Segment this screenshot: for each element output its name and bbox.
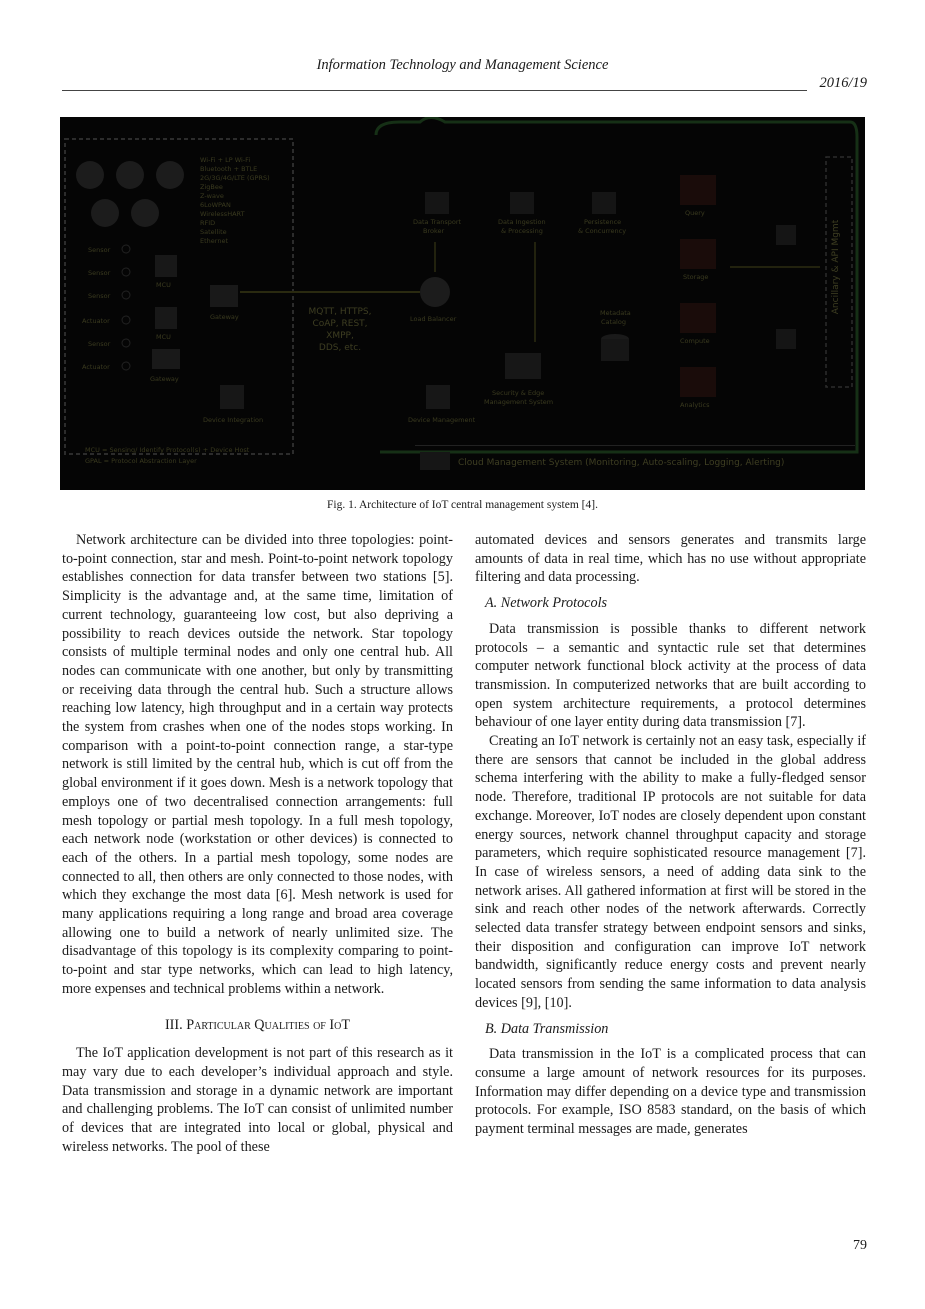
device-labels <box>82 246 111 371</box>
svg-text:RFID: RFID <box>200 219 216 227</box>
section-number: III. <box>164 1016 183 1033</box>
phone-icon <box>116 161 144 189</box>
svg-text:Broker: Broker <box>423 227 445 235</box>
paragraph-transmission: Data transmission in the IoT is a complicated process that can consume a large amount of network resources for its purposes. Information may differ depending on a device type and transmission protocols. For example, ISO 8583 standard, on the basis of which payment terminal messages are made, generates <box>475 1046 866 1138</box>
cloud-management-label: Cloud Management System (Monitoring, Auto-scaling, Logging, Alerting) <box>458 458 785 468</box>
section-heading <box>62 1016 453 1035</box>
home-icon <box>91 199 119 227</box>
svg-text:Sensor: Sensor <box>88 269 111 277</box>
gateway-icon <box>152 349 180 369</box>
svg-text:Satellite: Satellite <box>200 228 227 236</box>
car-icon <box>131 199 159 227</box>
api-consumer-icon <box>776 329 796 349</box>
compute-icon <box>680 303 716 333</box>
subsection-heading-b: B. Data Transmission <box>485 1020 609 1037</box>
svg-text:& Processing: & Processing <box>501 227 543 235</box>
svg-text:Bluetooth + BTLE: Bluetooth + BTLE <box>200 165 258 173</box>
left-column <box>62 531 453 1157</box>
header-rule <box>62 90 807 91</box>
storage-icon <box>680 239 716 269</box>
journal-title: Information Technology and Management Science <box>316 57 609 73</box>
wifi-icon <box>76 161 104 189</box>
svg-text:Device Integration: Device Integration <box>203 416 264 424</box>
query-icon <box>680 175 716 205</box>
protocol-stack <box>308 307 371 353</box>
mcu-chip-icon <box>155 255 177 277</box>
svg-text:DDS, etc.: DDS, etc. <box>318 343 362 353</box>
svg-text:Catalog: Catalog <box>601 318 626 326</box>
data-transport-icon <box>425 192 449 214</box>
persistence-icon <box>592 192 616 214</box>
paragraph-protocols-2: Creating an IoT network is certainly not an easy task, especially if there are sensors that cannot be included in the global address schema interfering with the ability to make a fully-fledged sensor node. Therefore, traditional IP protocols are not suitable for data exchange. Moreover, IoT nodes are closely dependent upon constant energy sources, network channel throughput capacity and storage parameters, which require sophisticated resource management [7]. In case of wireless sensors, a need of adding data sink to the network arises. All gathered information at first will be stored in the sink and reach other nodes of the network afterwards. Correctly selected data transfer strategy between endpoint sensors and sinks, their disposition and configuration can improve IoT network bandwidth, significantly reduce energy costs and prevent nearly located sensors from sending the same information to data analysis devices [9], [10]. <box>475 733 866 1011</box>
data-ingestion-icon <box>510 192 534 214</box>
svg-text:& Concurrency: & Concurrency <box>578 227 627 235</box>
svg-text:CoAP, REST,: CoAP, REST, <box>312 319 368 329</box>
svg-text:MCU: MCU <box>156 281 171 289</box>
svg-text:Sensor: Sensor <box>88 292 111 300</box>
svg-text:Ethernet: Ethernet <box>200 237 228 245</box>
figure-caption: Fig. 1. Architecture of IoT central management system [4]. <box>327 499 598 511</box>
metadata-catalog-body <box>601 339 629 361</box>
cloud-management-icon <box>420 452 450 470</box>
paragraph-iot-development: The IoT application development is not part of this research as it may vary due to each developer’s individual approach and style. Data transmission and storage in a dynamic network are important and challenging problems. The IoT can consist of unlimited number of devices that are integrated into local or global, physical and wireless networks. The pool of these <box>62 1045 453 1155</box>
side-column-label: Ancillary & API Mgmt <box>831 219 841 315</box>
paragraph-protocols-1: Data transmission is possible thanks to different network protocols – a semantic and syntactic rule set that determines computer network functional block activity at the process of data transmission. In computerized networks that are built according to open system architecture requirements, a protocol determines behaviour of one layer entity during data transmission [7]. <box>475 620 866 731</box>
svg-text:Metadata: Metadata <box>600 309 631 317</box>
svg-text:Security & Edge: Security & Edge <box>492 389 545 397</box>
analytics-icon <box>680 367 716 397</box>
svg-text:XMPP,: XMPP, <box>326 331 354 341</box>
svg-text:Management System: Management System <box>484 398 554 406</box>
issue-year: 2016/19 <box>819 75 867 91</box>
svg-text:2G/3G/4G/LTE (GPRS): 2G/3G/4G/LTE (GPRS) <box>200 174 270 182</box>
page-number: 79 <box>853 1238 867 1253</box>
section-title: Particular Qualities of IoT <box>186 1016 351 1033</box>
svg-text:Wi-Fi + LP Wi-Fi: Wi-Fi + LP Wi-Fi <box>200 156 251 164</box>
legend-mcu: MCU = Sensing/ Identify Protocol(s) + Device Host <box>85 446 250 454</box>
svg-text:MCU: MCU <box>156 333 171 341</box>
load-balancer-icon <box>420 277 450 307</box>
svg-text:Device Management: Device Management <box>408 416 476 424</box>
svg-text:Data Ingestion: Data Ingestion <box>498 218 546 226</box>
paragraph-topologies: Network architecture can be divided into three topologies: point-to-point connection, star and mesh. Point-to-point network topology establishes connection for data transfer between two stations [5]. Simplicity is the advantage and, at the same time, limitation of current technology, guaranteeing low cost, but also depriving a possibility to reach devices outside the network. Star topology consists of multiple terminal nodes and only one central hub. All nodes can communicate with one another, but only by transmitting or receiving data through the central hub. Such a structure allows reaching low latency, high throughput and in a certain way protects the system from crashes when one of the nodes stops working. In comparison with a point-to-point connection range, a star-type network is still limited by the central hub, which is cut off from the global environment if it goes down. Mesh is a network topology that employs one of two decentralised connection arrangements: full mesh topology or partial mesh topology. In a full mesh topology, each network node (workstation or other devices) is connected to each of the others. In a partial mesh topology, some nodes are connected to all, then others are only connected to those nodes, with which they exchange the most data [6]. Mesh network is used for many applications requiring a long range and broad area coverage allowing one to build a network of nearly unlimited size. The disadvantage of this topology is its complexity comparing to point-to-point and star type networks, which can lead to high latency, more expenses and technical problems within a network. <box>62 532 453 997</box>
security-icon <box>505 353 541 379</box>
architecture-diagram <box>60 117 865 490</box>
svg-text:Compute: Compute <box>680 337 710 345</box>
svg-text:Data Transport: Data Transport <box>413 218 462 226</box>
device-integration-icon <box>220 385 244 409</box>
svg-text:WirelessHART: WirelessHART <box>200 210 245 218</box>
gateway-icon <box>210 285 238 307</box>
svg-text:Load Balancer: Load Balancer <box>410 315 457 323</box>
right-column <box>475 531 866 1139</box>
svg-text:Query: Query <box>685 209 705 217</box>
svg-text:Gateway: Gateway <box>210 313 239 321</box>
svg-text:Sensor: Sensor <box>88 246 111 254</box>
protocol-list <box>200 156 270 245</box>
architecture-figure <box>60 117 865 490</box>
svg-text:Actuator: Actuator <box>82 317 110 325</box>
svg-text:6LoWPAN: 6LoWPAN <box>200 201 231 209</box>
svg-text:Storage: Storage <box>683 273 709 281</box>
svg-text:ZigBee: ZigBee <box>200 183 223 191</box>
tablet-icon <box>156 161 184 189</box>
svg-text:Persistence: Persistence <box>584 218 622 226</box>
svg-text:Z-wave: Z-wave <box>200 192 224 200</box>
mcu-chip-icon <box>155 307 177 329</box>
legend-gpal: GPAL = Protocol Abstraction Layer <box>85 457 197 465</box>
subsection-heading-a: A. Network Protocols <box>485 595 608 612</box>
svg-text:Actuator: Actuator <box>82 363 110 371</box>
svg-text:Sensor: Sensor <box>88 340 111 348</box>
paragraph-continuation: automated devices and sensors generates and transmits large amounts of data in real time, which has no use without appropriate filtering and data processing. <box>475 532 866 586</box>
device-management-icon <box>426 385 450 409</box>
svg-text:Analytics: Analytics <box>680 401 710 409</box>
api-gateway-icon <box>776 225 796 245</box>
svg-text:MQTT, HTTPS,: MQTT, HTTPS, <box>308 307 372 317</box>
svg-text:Gateway: Gateway <box>150 375 179 383</box>
